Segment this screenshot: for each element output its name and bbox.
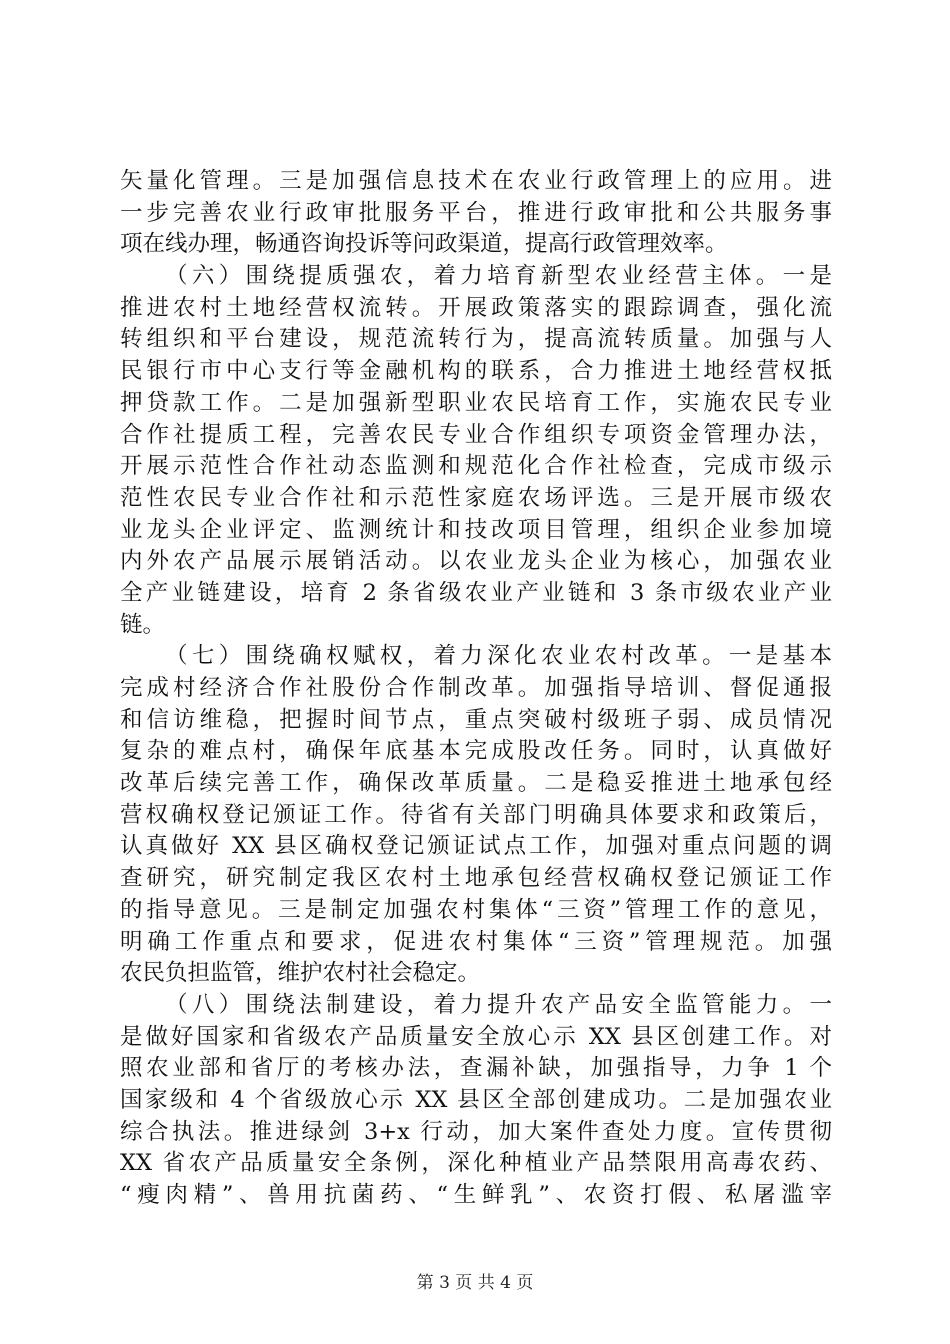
text-line: 矢量化管理。三是加强信息技术在农业行政管理上的应用。进 — [120, 168, 832, 194]
text-line: XX 省农产品质量安全条例，深化种植业产品禁限用高毒农药、 — [120, 1150, 832, 1177]
text-line: 营权确权登记颁证工作。待省有关部门明确具体要求和政策后， — [120, 801, 832, 828]
text-line: 民银行市中心支行等金融机构的联系，合力推进土地经营权抵 — [120, 358, 832, 385]
text-line: 和信访维稳，把握时间节点，重点突破村级班子弱、成员情况 — [120, 706, 832, 733]
text-line: 明确工作重点和要求，促进农村集体“三资”管理规范。加强 — [120, 928, 832, 955]
text-line: 合作社提质工程，完善农民专业合作组织专项资金管理办法， — [120, 421, 832, 448]
text-line: “瘦肉精”、兽用抗菌药、“生鲜乳”、农资打假、私屠滥宰 — [120, 1182, 832, 1208]
text-line: 综合执法。推进绿剑 3+x 行动，加大案件查处力度。宣传贯彻 — [120, 1118, 832, 1145]
text-line: 照农业部和省厅的考核办法，查漏补缺，加强指导，力争 1 个 — [120, 1055, 832, 1082]
text-line: 转组织和平台建设，规范流转行为，提高流转质量。加强与人 — [120, 326, 832, 353]
text-line: （八）围绕法制建设，着力提升农产品安全监管能力。一 — [165, 991, 832, 1018]
text-line: 完成村经济合作社股份合作制改革。加强指导培训、督促通报 — [120, 675, 832, 701]
text-line: 开展示范性合作社动态监测和规范化合作社检查，完成市级示 — [120, 453, 832, 480]
text-line: （六）围绕提质强农，着力培育新型农业经营主体。一是 — [165, 263, 832, 290]
text-line: 国家级和 4 个省级放心示 XX 县区全部创建成功。二是加强农业 — [120, 1086, 832, 1113]
text-line: 内外农产品展示展销活动。以农业龙头企业为核心，加强农业 — [120, 548, 832, 575]
text-line: 是做好国家和省级农产品质量安全放心示 XX 县区创建工作。对 — [120, 1023, 832, 1050]
text-line: 查研究，研究制定我区农村土地承包经营权确权登记颁证工作 — [120, 865, 832, 892]
text-line: 认真做好 XX 县区确权登记颁证试点工作，加强对重点问题的调 — [120, 833, 832, 860]
text-line: 押贷款工作。二是加强新型职业农民培育工作，实施农民专业 — [120, 389, 832, 416]
text-line: 项在线办理，畅通咨询投诉等问政渠道，提高行政管理效率。 — [120, 231, 728, 258]
text-line: 一步完善农业行政审批服务平台，推进行政审批和公共服务事 — [120, 199, 832, 226]
text-line: （七）围绕确权赋权，着力深化农业农村改革。一是基本 — [165, 643, 832, 670]
text-line: 农民负担监管，维护农村社会稳定。 — [120, 960, 481, 987]
body-text — [120, 166, 832, 1212]
text-line: 全产业链建设，培育 2 条省级农业产业链和 3 条市级农业产业 — [120, 579, 832, 606]
text-line: 业龙头企业评定、监测统计和技改项目管理，组织企业参加境 — [120, 516, 832, 543]
page-footer: 第 3 页 共 4 页 — [416, 1273, 534, 1293]
text-line: 推进农村土地经营权流转。开展政策落实的跟踪调查，强化流 — [120, 294, 832, 321]
text-line: 范性农民专业合作社和示范性家庭农场评选。三是开展市级农 — [120, 484, 832, 511]
text-line: 的指导意见。三是制定加强农村集体“三资”管理工作的意见， — [120, 896, 832, 923]
text-line: 链。 — [120, 611, 166, 638]
text-line: 改革后续完善工作，确保改革质量。二是稳妥推进土地承包经 — [120, 770, 832, 797]
text-line: 复杂的难点村，确保年底基本完成股改任务。同时，认真做好 — [120, 738, 832, 765]
